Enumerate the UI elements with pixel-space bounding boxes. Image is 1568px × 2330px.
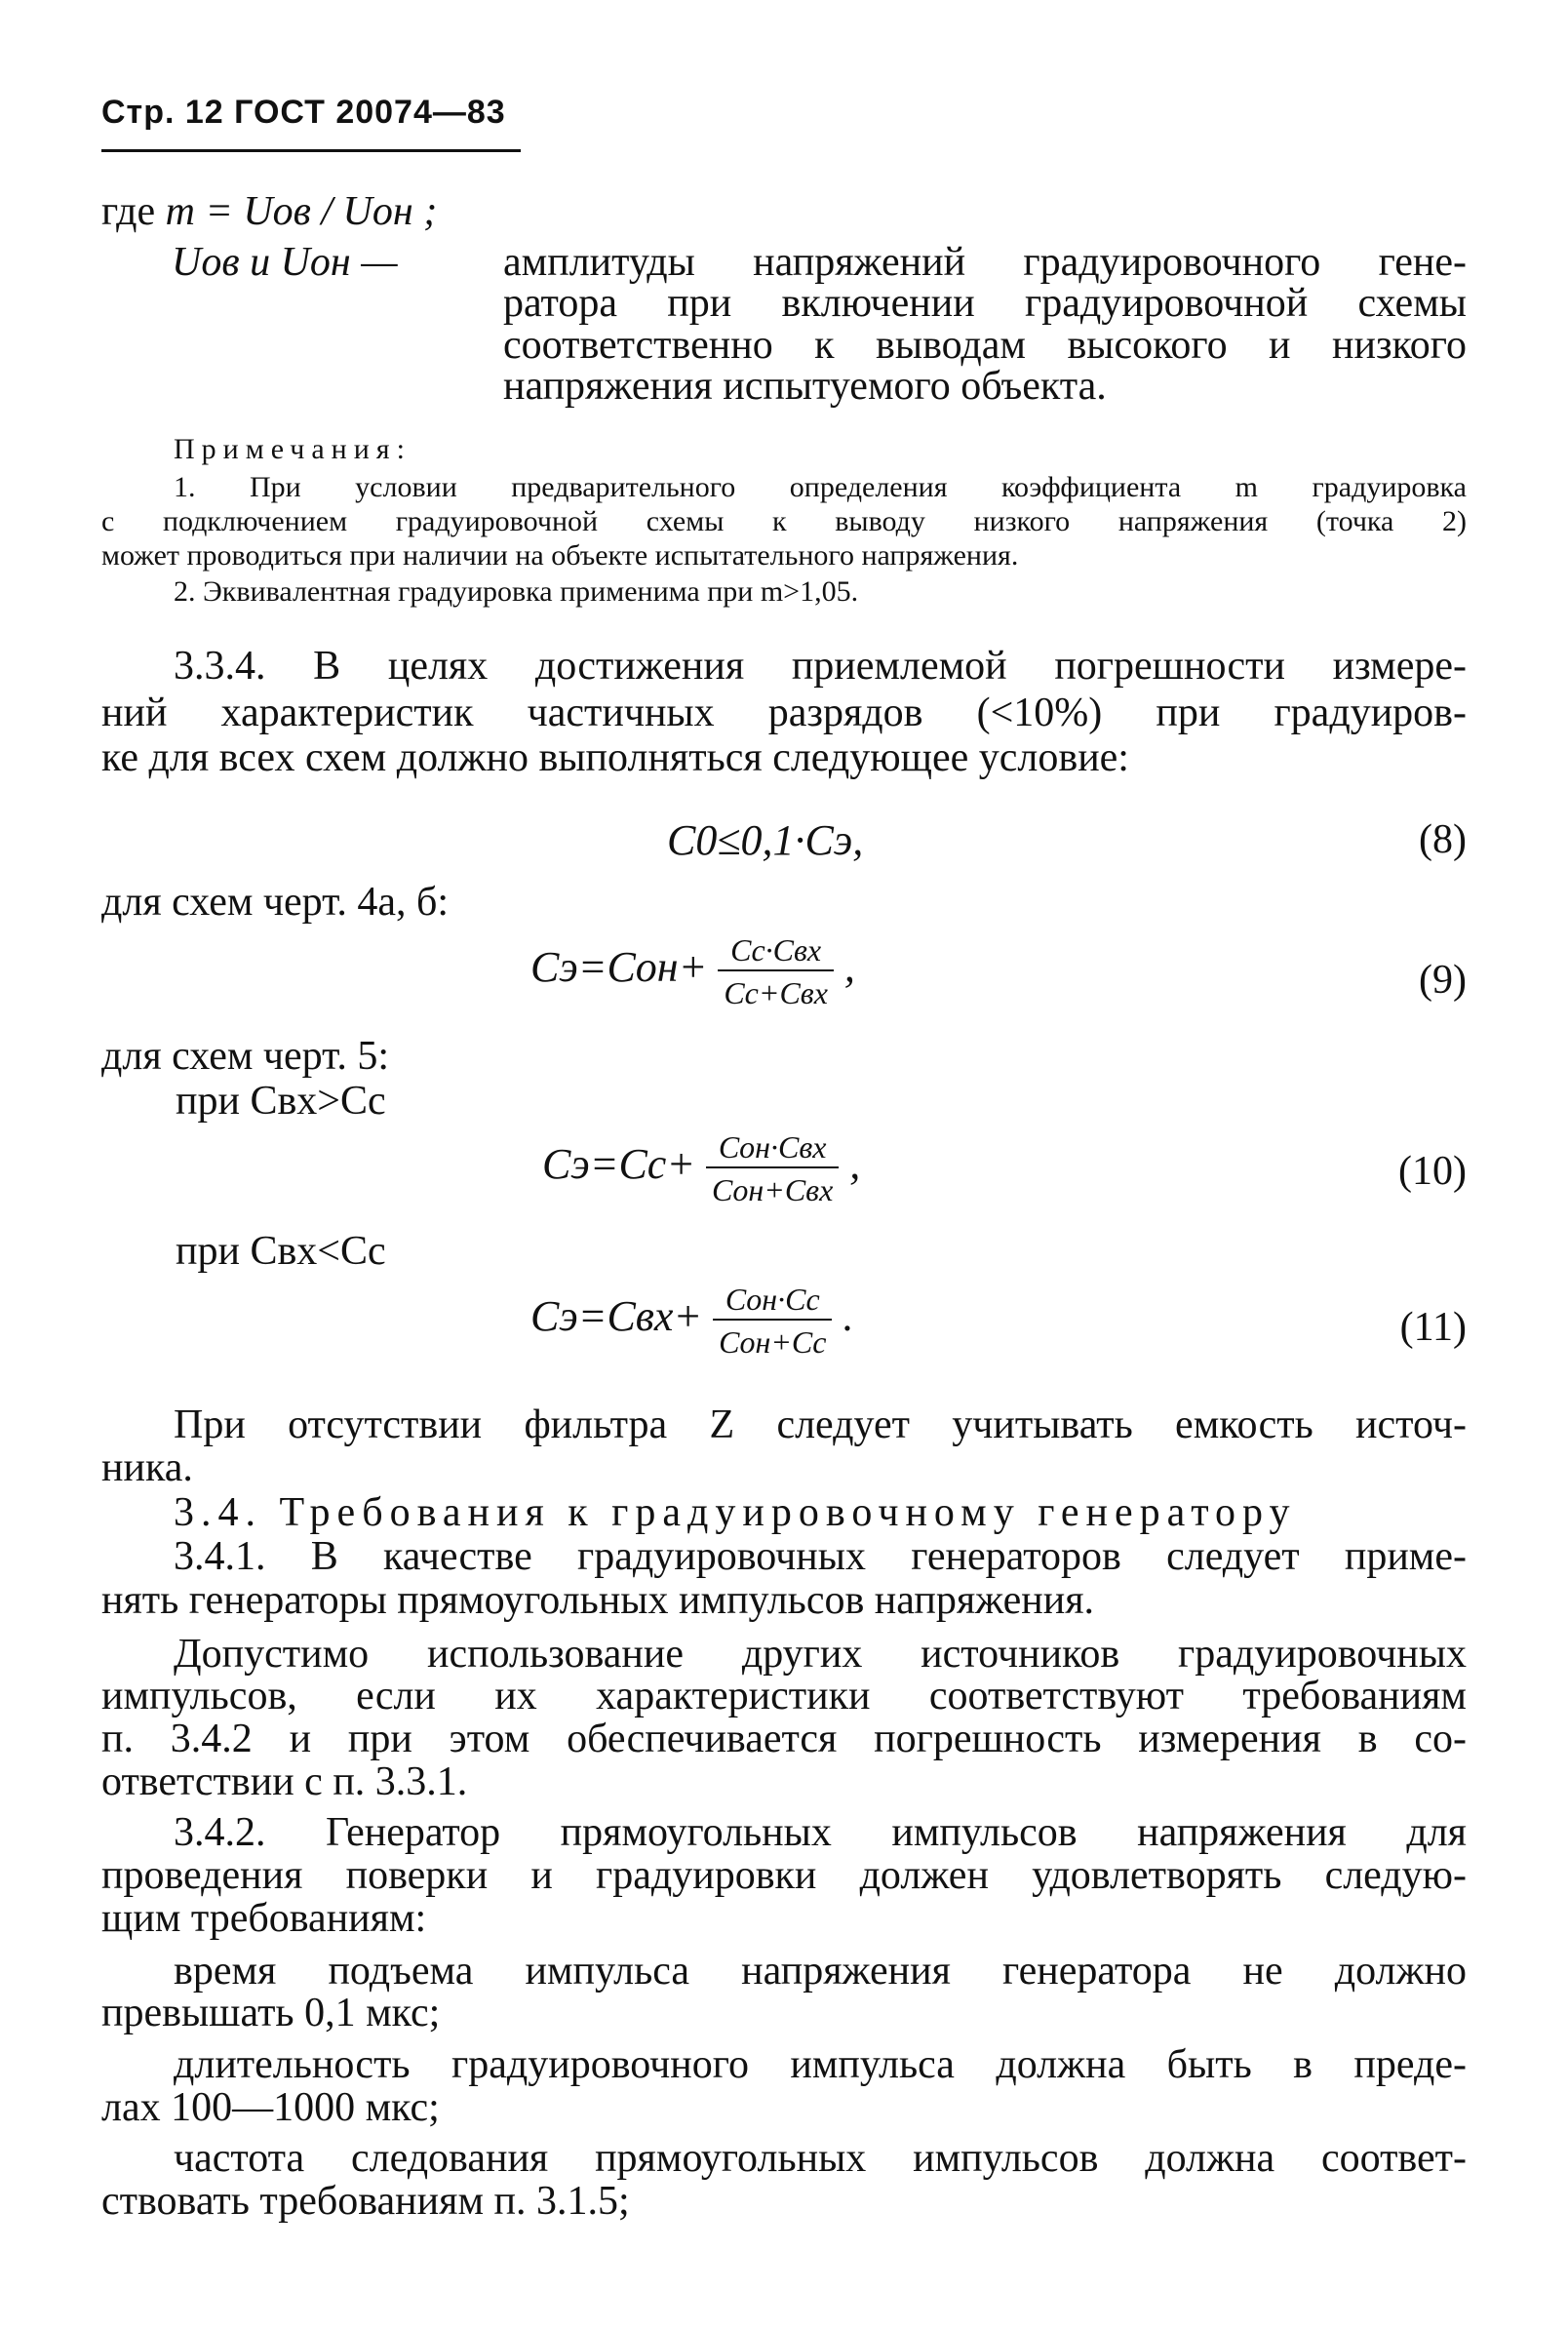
requirement-frequency-cont: ствовать требованиям п. 3.1.5; [101,2179,630,2224]
equation-11 [530,1283,853,1358]
equation-11-tail: . [843,1292,854,1341]
allowed-line-2: импульсов, если их характеристики соответствуют требованиям [101,1674,1467,1718]
requirement-rise-time: время подъема импульса напряжения генератора не должно [174,1949,1467,1994]
label-schemes-4ab: для схем черт. 4а, б: [101,880,449,925]
m-definition: m = Uов / Uон ; [165,189,438,234]
notes-heading: Примечания: [174,433,412,465]
equation-8-number: (8) [1419,817,1467,862]
equation-9-number: (9) [1419,958,1467,1003]
equation-10-lhs: Cэ=Cс+ [542,1140,696,1189]
requirement-frequency: частота следования прямоугольных импульсов должна соответ- [174,2136,1467,2181]
condition-less: при Cвх<Cс [176,1229,386,1274]
equation-11-number: (11) [1399,1305,1467,1350]
note-line-1: 1. При условии предварительного определения коэффициента m градуировка [174,471,1467,503]
equation-10-denominator: Cон+Cвх [712,1172,834,1207]
equation-9-fraction [718,934,834,1008]
desc-line-2: ратора при включении градуировочной схемы [503,281,1467,326]
label-schemes-5: для схем черт. 5: [101,1034,389,1079]
equation-10 [542,1131,860,1205]
requirement-duration-cont: лах 100—1000 мкс; [101,2085,440,2130]
s342-line-3: щим требованиям: [101,1896,427,1941]
desc-line-4: напряжения испытуемого объекта. [503,364,1107,409]
equation-11-fraction [713,1283,832,1358]
equation-10-fraction [706,1131,839,1205]
equation-10-numerator: Cон·Cвх [706,1131,839,1168]
s334-line-3: ке для всех схем должно выполняться следующее условие: [101,735,1129,780]
page-header: Стр. 12 ГОСТ 20074—83 [101,94,521,152]
desc-line-1: амплитуды напряжений градуировочного гене- [503,240,1467,285]
equation-9 [530,934,855,1008]
where-definition [101,191,437,232]
s342-line-2: проведения поверки и градуировки должен удовлетворять следую- [101,1853,1467,1898]
filter-note-line-2: ника. [101,1445,193,1490]
s334-line-1: 3.3.4. В целях достижения приемлемой погрешности измере- [174,644,1467,689]
condition-greater: при Cвх>Cс [176,1079,386,1124]
equation-10-number: (10) [1398,1149,1467,1194]
allowed-line-3: п. 3.4.2 и при этом обеспечивается погрешность измерения в со- [101,1717,1467,1761]
s342-line-1: 3.4.2. Генератор прямоугольных импульсов напряжения для [174,1810,1467,1855]
allowed-line-1: Допустимо использование других источников градуировочных [174,1632,1467,1677]
equation-11-lhs: Cэ=Cвх+ [530,1292,703,1341]
s341-line-2: нять генераторы прямоугольных импульсов напряжения. [101,1578,1095,1623]
equation-8: C0≤0,1·Cэ, [667,816,864,864]
desc-line-3: соответственно к выводам высокого и низкого [503,323,1467,368]
equation-9-numerator: Cс·Cвх [718,934,834,971]
allowed-line-4: ответствии с п. 3.3.1. [101,1759,468,1804]
requirement-rise-time-cont: превышать 0,1 мкс; [101,1991,441,2035]
equation-9-tail: , [843,943,855,992]
s334-line-2: ний характеристик частичных разрядов (<10%) при градуиров- [101,691,1467,735]
note-line-4: 2. Эквивалентная градуировка применима при m>1,05. [174,575,859,608]
equation-11-denominator: Cон+Cс [719,1324,827,1360]
equation-10-tail: , [849,1140,861,1189]
equation-9-denominator: Cс+Cвх [724,975,828,1010]
note-line-2: с подключением градуировочной схемы к выводу низкого напряжения (точка 2) [101,505,1467,537]
requirement-duration: длительность градуировочного импульса должна быть в преде- [174,2042,1467,2087]
where-lead: где [101,189,156,234]
section-3-4-heading: 3.4. Требования к градуировочному генератору [174,1490,1297,1535]
equation-9-lhs: Cэ=Cон+ [530,943,708,992]
s341-line-1: 3.4.1. В качестве градуировочных генераторов следует приме- [174,1534,1467,1579]
voltage-terms: Uов и Uон — [172,240,398,285]
filter-note-line-1: При отсутствии фильтра Z следует учитывать емкость источ- [174,1402,1467,1447]
note-line-3: может проводиться при наличии на объекте испытательного напряжения. [101,539,1019,572]
equation-11-numerator: Cон·Cс [713,1283,832,1321]
